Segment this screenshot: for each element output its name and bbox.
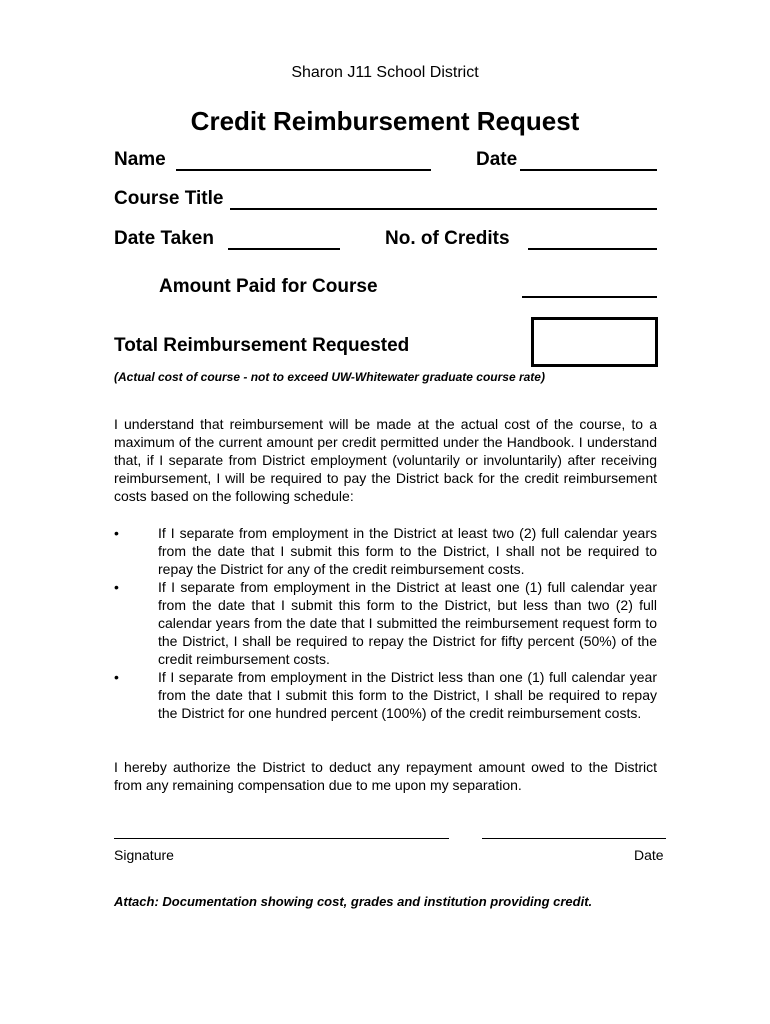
district-name: Sharon J11 School District [291, 64, 479, 81]
bullet-text: If I separate from employment in the District at least one (1) full calendar year from the date that I submit this form to the District, but less than two (2) full calendar years from the date that I submitted the reimbursement request form to the District, I shall be required to repay the District for fifty percent (50%) of the credit reimbursement costs. [158, 579, 657, 667]
repayment-schedule [114, 524, 657, 722]
bullet-icon: • [114, 525, 119, 541]
attach-instructions: Attach: Documentation showing cost, grades and institution providing credit. [114, 894, 593, 909]
form-title: Credit Reimbursement Request [190, 106, 580, 136]
credits-field[interactable] [528, 248, 657, 250]
cost-note: (Actual cost of course - not to exceed UW-Whitewater graduate course rate) [114, 370, 545, 384]
list-item [114, 524, 657, 578]
bullet-icon: • [114, 579, 119, 595]
list-item [114, 668, 657, 722]
course-title-field[interactable] [230, 208, 657, 210]
signature-line[interactable] [114, 838, 449, 839]
bullet-text: If I separate from employment in the District at least two (2) full calendar years from the date that I submit this form to the District, I shall not be required to repay the District for any of the credit reimbursement costs. [158, 525, 657, 577]
list-item [114, 578, 657, 668]
date-taken-label: Date Taken [114, 228, 214, 249]
amount-paid-field[interactable] [522, 296, 657, 298]
course-title-label: Course Title [114, 188, 224, 209]
bullet-text: If I separate from employment in the District less than one (1) full calendar year from the date that I submit this form to the District, I shall be required to repay the District for one hundred percent (100%) of the credit reimbursement costs. [158, 669, 657, 721]
name-label: Name [114, 149, 166, 170]
date-field[interactable] [520, 169, 657, 171]
total-label: Total Reimbursement Requested [114, 335, 410, 356]
date-taken-field[interactable] [228, 248, 340, 250]
intro-paragraph: I understand that reimbursement will be made at the actual cost of the course, to a maximum of the current amount per credit permitted under the Handbook. I understand that, if I separate from District employment (voluntarily or involuntarily) after receiving reimbursement, I will be required to pay the District back for the credit reimbursement costs based on the following schedule: [114, 416, 657, 504]
signature-label: Signature [114, 847, 174, 863]
amount-paid-label: Amount Paid for Course [159, 276, 378, 297]
total-box[interactable] [531, 317, 658, 367]
signature-date-line[interactable] [482, 838, 666, 839]
signature-date-label: Date [634, 847, 664, 863]
date-label: Date [476, 149, 518, 170]
name-field[interactable] [176, 169, 431, 171]
credits-label: No. of Credits [385, 228, 510, 249]
bullet-icon: • [114, 669, 119, 685]
authorize-paragraph: I hereby authorize the District to deduct any repayment amount owed to the District from any remaining compensation due to me upon my separation. [114, 759, 657, 793]
